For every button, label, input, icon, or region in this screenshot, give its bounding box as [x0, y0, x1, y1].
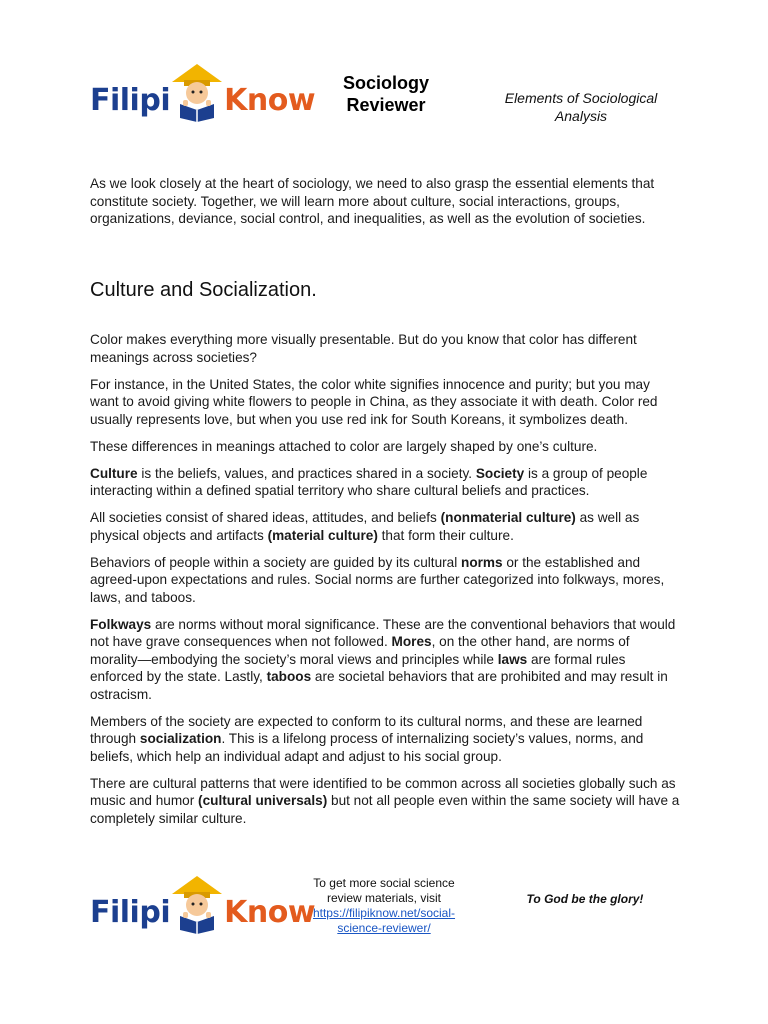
- filipiknow-logo-footer: [90, 872, 315, 928]
- bold-term: Mores: [391, 634, 432, 649]
- logo-wordmark-footer: [90, 895, 171, 930]
- text-run: These differences in meanings attached to color are largely shaped by one’s culture.: [90, 438, 598, 454]
- document-title: Sociology Reviewer: [342, 73, 429, 115]
- logo-wordmark: [90, 83, 171, 118]
- bold-term: norms: [461, 554, 503, 570]
- body-paragraph: [90, 713, 680, 766]
- text-run: is the beliefs, values, and practices shared in a society.: [137, 465, 476, 481]
- section-heading: Culture and Socialization.: [90, 279, 317, 301]
- body-paragraph: [90, 554, 680, 607]
- body-paragraph: [90, 775, 680, 828]
- filipiknow-logo: [90, 60, 315, 116]
- text-run: Behaviors of people within a society are guided by its cultural: [90, 554, 462, 570]
- body-paragraph: [90, 616, 680, 704]
- bold-term: Folkways: [90, 616, 152, 632]
- text-run: . This is a lifelong process of internalizing society’s values, norms, and beliefs, which help an individual adapt and adjust to his social group.: [90, 731, 644, 764]
- bold-term: socialization: [139, 731, 222, 746]
- bold-term: taboos: [266, 669, 312, 684]
- text-run: are norms without moral significance. These are the conventional behaviors that would not have grave consequences when not followed.: [90, 616, 676, 649]
- text-run: Color makes everything more visually presentable. But do you know that color has different meanings across societies?: [90, 332, 637, 365]
- bold-term: (cultural universals): [198, 793, 328, 808]
- text-run: There are cultural patterns that were identified to be common across all societies globally such as music and humor: [90, 775, 676, 808]
- intro-paragraph: As we look closely at the heart of sociology, we need to also grasp the essential elements that constitute society. Together, we will learn more about culture, social interactions, groups, organizations, deviance, social control, and inequalities, as well as the evolution of societies.: [90, 176, 655, 226]
- logo-text-filipi: Filipi: [90, 83, 171, 118]
- text-run: All societies consist of shared ideas, attitudes, and beliefs: [90, 510, 441, 525]
- footer-promo-text: To get more social science review materials, visit: [313, 876, 455, 905]
- text-run: Members of the society are expected to conform to its cultural norms, and these are learned through: [90, 713, 643, 746]
- body-paragraph: [90, 465, 680, 500]
- text-run: that form their culture.: [377, 527, 514, 543]
- bold-term: (nonmaterial culture): [440, 510, 576, 525]
- text-run: , on the other hand, are norms of morality—embodying the society’s moral views and principles while: [90, 634, 630, 667]
- text-run: For instance, in the United States, the color white signifies innocence and purity; but you may want to avoid giving white flowers to people in China, as they associate it with death. Color red usually represents love, but when you use red ink for South Koreans, it symbolizes death.: [90, 376, 658, 427]
- logo-text-filipi: Filipi: [90, 895, 171, 930]
- text-run: or the established and agreed-upon expectations and rules. Social norms are further categorized into folkways, mores, laws, and taboos.: [90, 554, 665, 605]
- reading-boy-icon: [166, 872, 228, 934]
- text-run: are formal rules enforced by the state. Lastly,: [90, 651, 626, 684]
- body-paragraph: [90, 331, 680, 366]
- bold-term: (material culture): [267, 527, 378, 543]
- footer-promo: [296, 876, 472, 936]
- text-run: but not all people even within the same society will have a completely similar culture.: [90, 793, 680, 826]
- bold-term: Society: [475, 465, 525, 481]
- footer-glory: To God be the glory!: [526, 892, 644, 906]
- bold-term: laws: [497, 651, 528, 667]
- document-subtitle: Elements of Sociological Analysis: [504, 90, 658, 124]
- logo-text-know: Know: [224, 895, 316, 930]
- body-paragraph: [90, 438, 680, 456]
- logo-text-know: Know: [224, 83, 316, 118]
- text-run: as well as physical objects and artifacts: [90, 510, 640, 543]
- reading-boy-icon: [166, 60, 228, 122]
- text-run: are societal behaviors that are prohibited and may result in ostracism.: [90, 669, 668, 702]
- footer-reviewer-link[interactable]: https://filipiknow.net/social- science-reviewer/: [312, 906, 456, 935]
- bold-term: Culture: [90, 465, 138, 481]
- body-paragraph: [90, 376, 680, 429]
- section-body: [90, 331, 680, 837]
- body-paragraph: [90, 509, 680, 544]
- text-run: is a group of people interacting within a defined spatial territory who share cultural beliefs and practices.: [90, 465, 648, 498]
